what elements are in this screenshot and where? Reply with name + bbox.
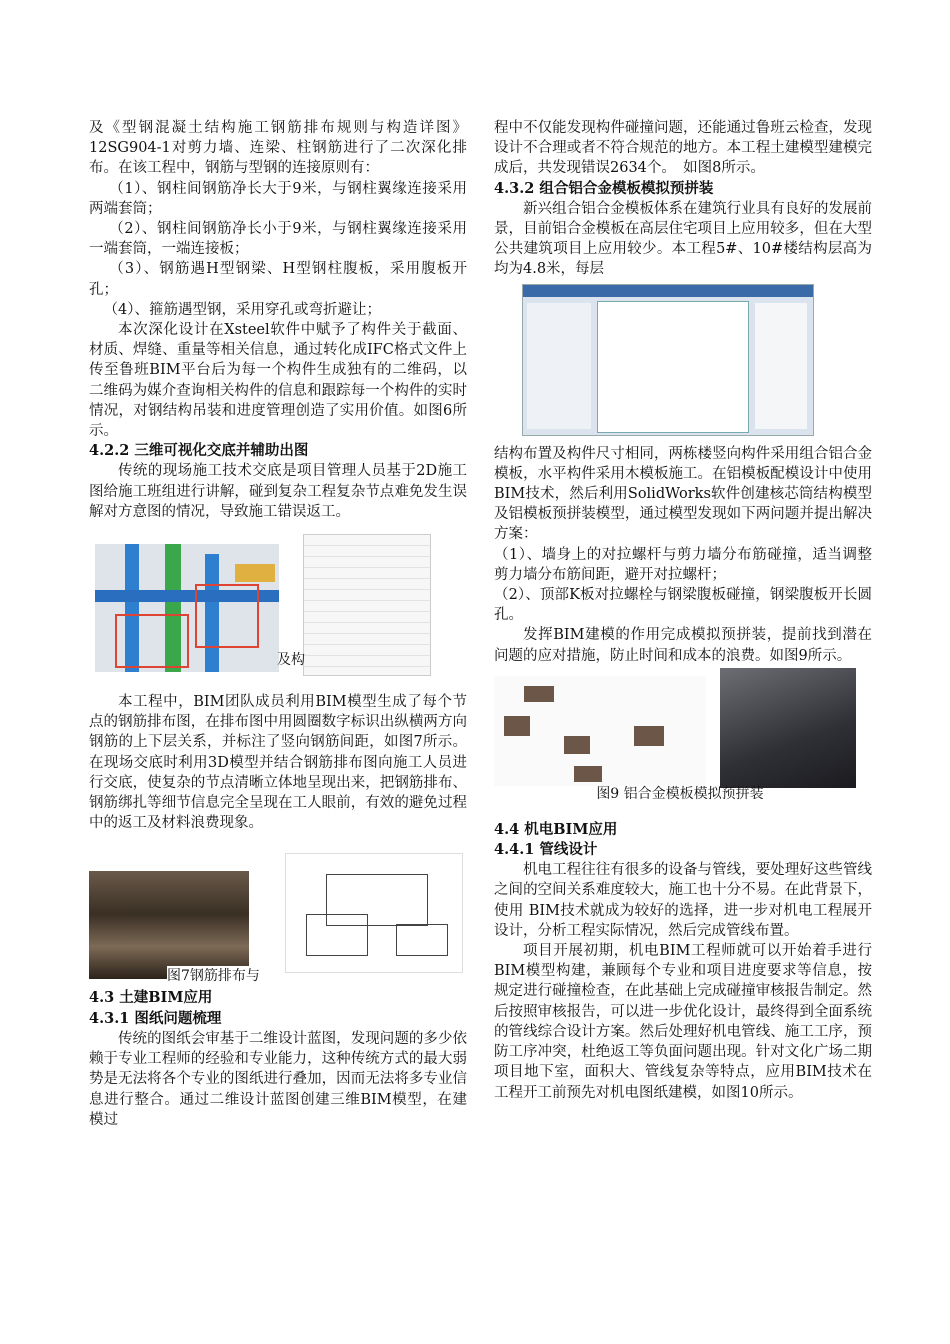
- figure-8: [494, 280, 872, 444]
- figure-caption: 图7钢筋排布与: [167, 966, 260, 986]
- solution-item: （2）、顶部K板对拉螺栓与钢梁腹板碰撞，钢梁腹板开长圆孔。: [494, 587, 872, 624]
- figure-7: [89, 833, 467, 988]
- rule-item: （4）、箍筋遇型钢，采用穿孔或弯折避让；: [103, 301, 381, 318]
- paragraph: 项目开展初期，机电BIM工程师就可以开始着手进行BIM模型构建，兼顾每个专业和项目进度要求等信息，按规定进行碰撞检查，在此基础上完成碰撞审核报告制定。然后按照审核报告，可以进一步优化设计，最终得到全面系统的管线综合设计方案。然后处理好机电管线、施工工序，预防工序冲突，杜绝返工等负面问题出现。针对文化广场二期项目地下室，面积大、管线复杂等特点，应用BIM技术在工程开工前预先对机电图纸建模，如图10所示。: [494, 943, 872, 1101]
- paragraph: 程中不仅能发现构件碰撞问题，还能通过鲁班云检查，发现设计不合理或者不符合规范的地方。本工程土建模型建模完成后，共发现错误2634个。 如图8所示。: [494, 120, 872, 177]
- left-column: [89, 118, 467, 1130]
- paragraph: 及《型钢混凝土结构施工钢筋排布规则与构造详图》12SG904-1对剪力墙、连梁、柱钢筋进行了二次深化排布。在该工程中，钢筋与型钢的连接原则有：: [89, 120, 467, 177]
- rebar-layout-drawing: [285, 853, 463, 973]
- paragraph: 传统的图纸会审基于二维设计蓝图，发现问题的多少依赖于专业工程师的经验和专业能力，这种传统方式的最大弱势是无法将各个专业的图纸进行叠加，因而无法将多专业信息进行整合。通过二维设计蓝图创建三维BIM模型，在建模过: [89, 1030, 467, 1128]
- rule-item: （2）、钢柱间钢筋净长小于9米，与钢柱翼缘连接采用一端套筒，一端连接板；: [89, 221, 467, 258]
- figure-6: [89, 522, 467, 692]
- subsection-heading: 4.4.1 管线设计: [494, 841, 598, 859]
- paragraph: 本工程中，BIM团队成员利用BIM模型生成了每个节点的钢筋排布图，在排布图中用圆圈数字标识出纵横两方向钢筋的上下层关系，并标注了竖向钢筋间距，如图7所示。在现场交底时利用3D模型并结合钢筋排布图向施工人员进行交底，使复杂的节点清晰立体地呈现出来，把钢筋排布、钢筋绑扎等细节信息完全呈现在工人眼前，有效的避免过程中的返工及材料浪费现象。: [89, 694, 467, 832]
- figure-caption: 图9 铝合金模板模拟预拼装: [596, 785, 764, 802]
- paragraph: 传统的现场施工技术交底是项目管理人员基于2D施工图给施工班组进行讲解，碰到复杂工程复杂节点难免发生误解对方意图的情况，导致施工错误返工。: [89, 463, 467, 520]
- rebar-site-photo: [89, 871, 249, 979]
- component-info-panel-image: [303, 534, 431, 676]
- rule-item: （1）、钢柱间钢筋净长大于9米，与钢柱翼缘连接采用两端套筒；: [89, 180, 467, 217]
- paragraph: 机电工程往往有很多的设备与管线，要处理好这些管线之间的空间关系难度较大，施工也十分不易。在此背景下，使用 BIM技术就成为较好的选择，进一步对机电工程展开设计，分析工程实际情况，然后完成管线布置。: [494, 862, 872, 939]
- subsection-heading: 4.3.1 图纸问题梳理: [89, 1009, 222, 1027]
- paragraph: 新兴组合铝合金模板体系在建筑行业具有良好的发展前景，目前铝合金模板在高层住宅项目上应用较多，但在大型公共建筑项目上应用较少。本工程5#、10#楼结构层高为均为4.8米，每层: [494, 200, 872, 278]
- figure-9: [494, 666, 872, 812]
- paragraph: 发挥BIM建模的作用完成模拟预拼装，提前找到潜在问题的应对措施，防止时间和成本的浪费。如图9所示。: [494, 627, 872, 664]
- paragraph: 结构布置及构件尺寸相同，两栋楼竖向构件采用组合铝合金模板，水平构件采用木模板施工。在铝模板配模设计中使用BIM技术，然后利用SolidWorks软件创建核芯筒结构模型及铝模板预拼装模型，通过模型发现如下两问题并提出解决方案：: [494, 445, 872, 543]
- aluminum-formwork-parts-image: [494, 676, 706, 786]
- subsection-heading: 4.3.2 组合铝合金模板模拟预拼装: [494, 179, 714, 197]
- section-heading: 4.2.2 三维可视化交底并辅助出图: [89, 442, 309, 460]
- section-heading: 4.4 机电BIM应用: [494, 820, 618, 838]
- figure-caption: 及构: [277, 652, 305, 669]
- luban-cloud-check-screenshot: [522, 284, 814, 436]
- section-heading: 4.3 土建BIM应用: [89, 989, 213, 1007]
- steel-rebar-model-image: [95, 544, 279, 672]
- solution-item: （1）、墙身上的对拉螺杆与剪力墙分布筋碰撞，适当调整剪力墙分布筋间距，避开对拉螺杆；: [494, 546, 872, 583]
- assembled-formwork-model-image: [720, 668, 856, 788]
- rule-item: （3）、钢筋遇H型钢梁、H型钢柱腹板，采用腹板开孔；: [89, 261, 467, 298]
- paragraph: 本次深化设计在Xsteel软件中赋予了构件关于截面、材质、焊缝、重量等相关信息，通过转化成IFC格式文件上传至鲁班BIM平台后为每一个构件生成独有的二维码，以二维码为媒介查询相关构件的信息和跟踪每一个构件的实时情况，对钢结构吊装和进度管理创造了实用价值。如图6所示。: [89, 322, 467, 440]
- right-column: [494, 118, 872, 1103]
